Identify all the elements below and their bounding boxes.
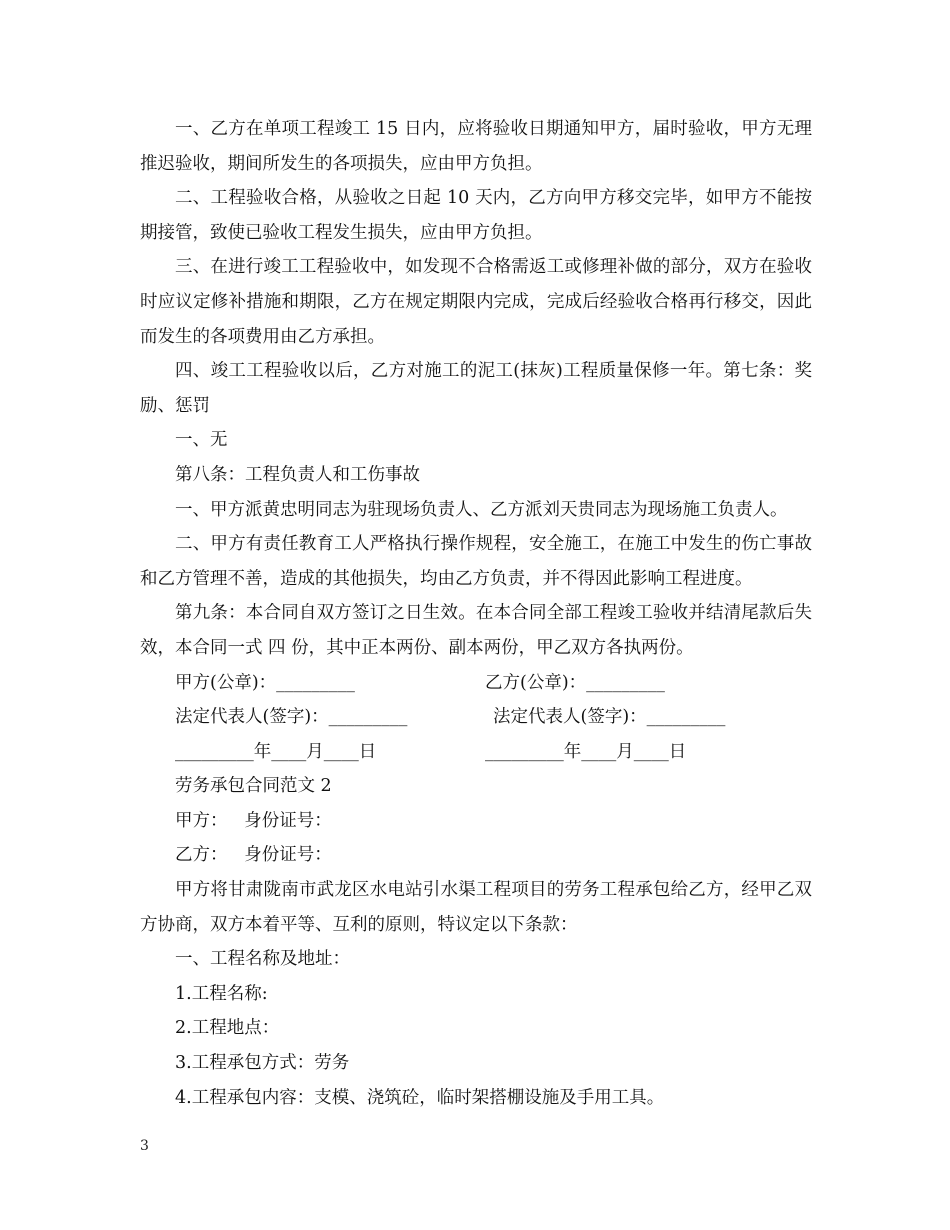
- clause-acceptance-notice: 一、乙方在单项工程竣工 15 日内，应将验收日期通知甲方，届时验收，甲方无理推迟验收，期间所发生的各项损失，应由甲方负担。: [140, 119, 812, 174]
- document-body: [140, 112, 812, 1115]
- party-a-date: _________年____月____日: [175, 741, 377, 762]
- party-a-id-line: 甲方： 身份证号：: [175, 810, 332, 831]
- item-project-name: 1.工程名称:: [175, 983, 268, 1004]
- party-b-representative: 法定代表人(签字)：_________: [493, 707, 726, 728]
- party-b-seal: 乙方(公章)：_________: [485, 672, 665, 693]
- article-8-responsible-persons: 一、甲方派黄忠明同志为驻现场负责人、乙方派刘天贵同志为现场施工负责人。: [175, 499, 788, 520]
- article-8-title: 第八条：工程负责人和工伤事故: [175, 464, 420, 485]
- article-9-effectiveness: 第九条：本合同自双方签订之日生效。在本合同全部工程竣工验收并结清尾款后失效，本合同一式 四 份，其中正本两份、副本两份，甲乙双方各执两份。: [140, 603, 812, 658]
- page-number: 3: [140, 1138, 149, 1154]
- party-b-date: _________年____月____日: [485, 741, 687, 762]
- item-project-location: 2.工程地点：: [175, 1018, 280, 1039]
- contract-intro: 甲方将甘肃陇南市武龙区水电站引水渠工程项目的劳务工程承包给乙方，经甲乙双方协商，双方本着平等、互利的原则，特议定以下条款：: [140, 880, 812, 935]
- item-contract-content: 4.工程承包内容：支模、浇筑砼，临时架搭棚设施及手用工具。: [175, 1087, 665, 1108]
- party-b-id-line: 乙方： 身份证号：: [175, 845, 332, 866]
- signature-rep-row: [140, 700, 812, 735]
- article-8-safety: 二、甲方有责任教育工人严格执行操作规程，安全施工，在施工中发生的伤亡事故和乙方管理不善，造成的其他损失，均由乙方负责，并不得因此影响工程进度。: [140, 534, 812, 589]
- party-a-representative: 法定代表人(签字)：_________: [175, 707, 408, 728]
- reward-penalty-none: 一、无: [175, 430, 228, 451]
- signature-date-row: [140, 735, 812, 770]
- signature-seal-row: [140, 666, 812, 701]
- section-1-title: 一、工程名称及地址：: [175, 949, 350, 970]
- item-contract-method: 3.工程承包方式：劳务: [175, 1053, 350, 1074]
- clause-handover: 二、工程验收合格，从验收之日起 10 天内，乙方向甲方移交完毕，如甲方不能按期接管，致使已验收工程发生损失，应由甲方负担。: [140, 188, 812, 243]
- second-contract-title: 劳务承包合同范文 2: [175, 776, 332, 797]
- clause-warranty: 四、竣工工程验收以后，乙方对施工的泥工(抹灰)工程质量保修一年。第七条：奖励、惩罚: [140, 361, 812, 416]
- party-a-seal: 甲方(公章)：_________: [175, 672, 355, 693]
- clause-rework: 三、在进行竣工工程验收中，如发现不合格需返工或修理补做的部分，双方在验收时应议定修补措施和期限，乙方在规定期限内完成，完成后经验收合格再行移交，因此而发生的各项费用由乙方承担。: [140, 257, 812, 347]
